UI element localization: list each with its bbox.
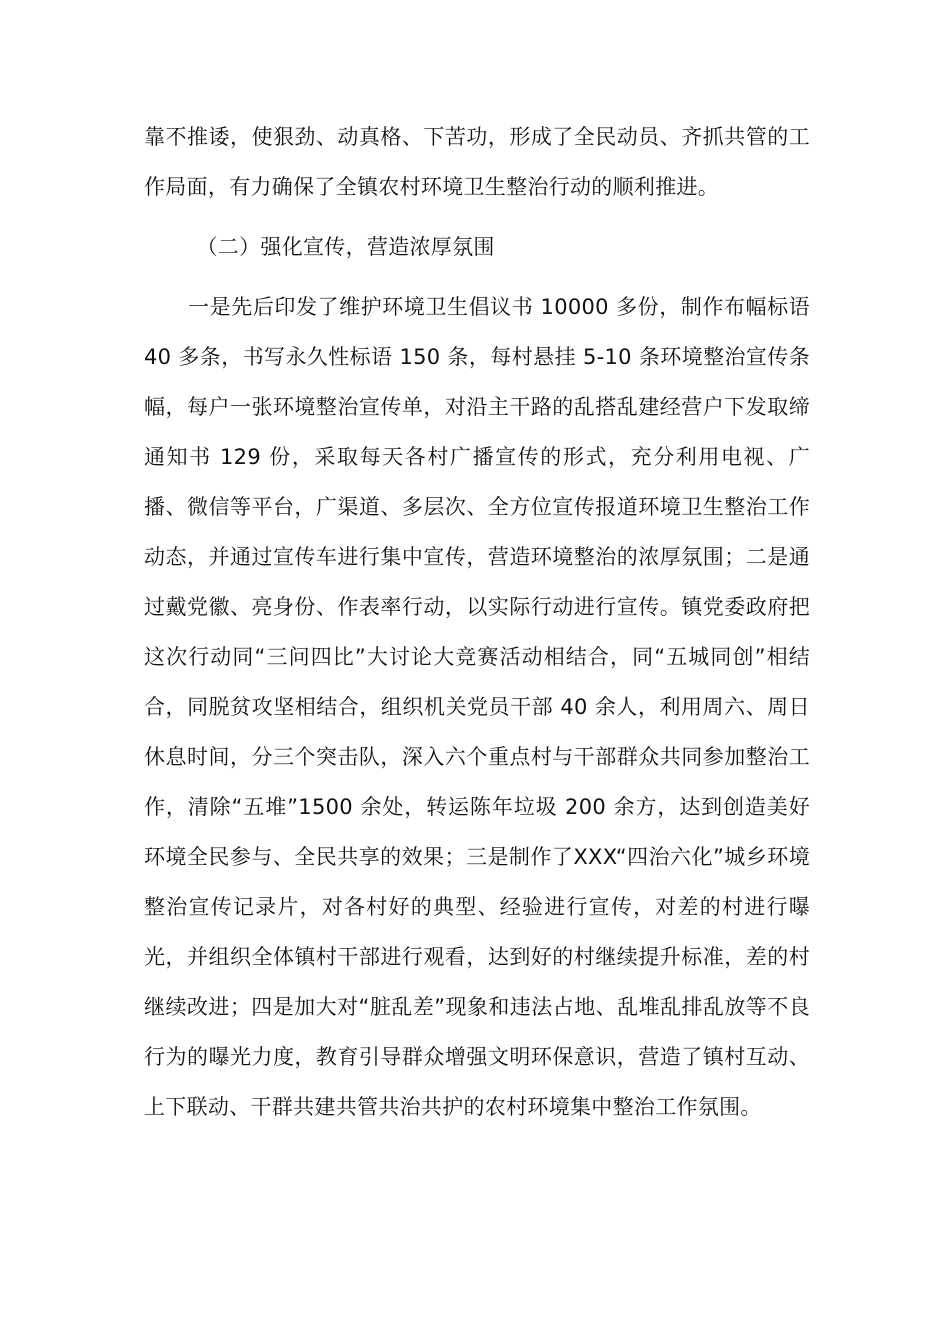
paragraph-continued: 靠不推诿，使狠劲、动真格、下苦功，形成了全民动员、齐抓共管的工作局面，有力确保了全镇农村环境卫生整治行动的顺利推进。 [144,125,810,199]
section-heading: （二）强化宣传，营造浓厚氛围 [196,235,495,259]
spacer [144,272,810,282]
document-page [144,112,810,1132]
paragraph-main: 一是先后印发了维护环境卫生倡议书 10000 多份，制作布幅标语 40 多条，书写永久性标语 150 条，每村悬挂 5-10 条环境整治宣传条幅，每户一张环境整治宣传单，对沿主干路的乱搭乱建经营户下发取缔通知书 129 份，采取每天各村广播宣传的形式，充分利用电视、广播、微信等平台，广渠道、多层次、全方位宣传报道环境卫生整治工作动态，并通过宣传车进行集中宣传，营造环境整治的浓厚氛围；二是通过戴党徽、亮身份、作表率行动，以实际行动进行宣传。镇党委政府把这次行动同“三问四比”大讨论大竞赛活动相结合，同“五城同创”相结合，同脱贫攻坚相结合，组织机关党员干部 40 余人，利用周六、周日休息时间，分三个突击队，深入六个重点村与干部群众共同参加整治工作，清除“五堆”1500 余处，转运陈年垃圾 200 余方，达到创造美好环境全民参与、全民共享的效果；三是制作了XXX“四治六化”城乡环境整治宣传记录片，对各村好的典型、经验进行宣传，对差的村进行曝光，并组织全体镇村干部进行观看，达到好的村继续提升标准，差的村继续改进；四是加大对“脏乱差”现象和违法占地、乱堆乱排乱放等不良行为的曝光力度，教育引导群众增强文明环保意识，营造了镇村互动、上下联动、干群共建共管共治共护的农村环境集中整治工作氛围。 [144,295,810,1119]
